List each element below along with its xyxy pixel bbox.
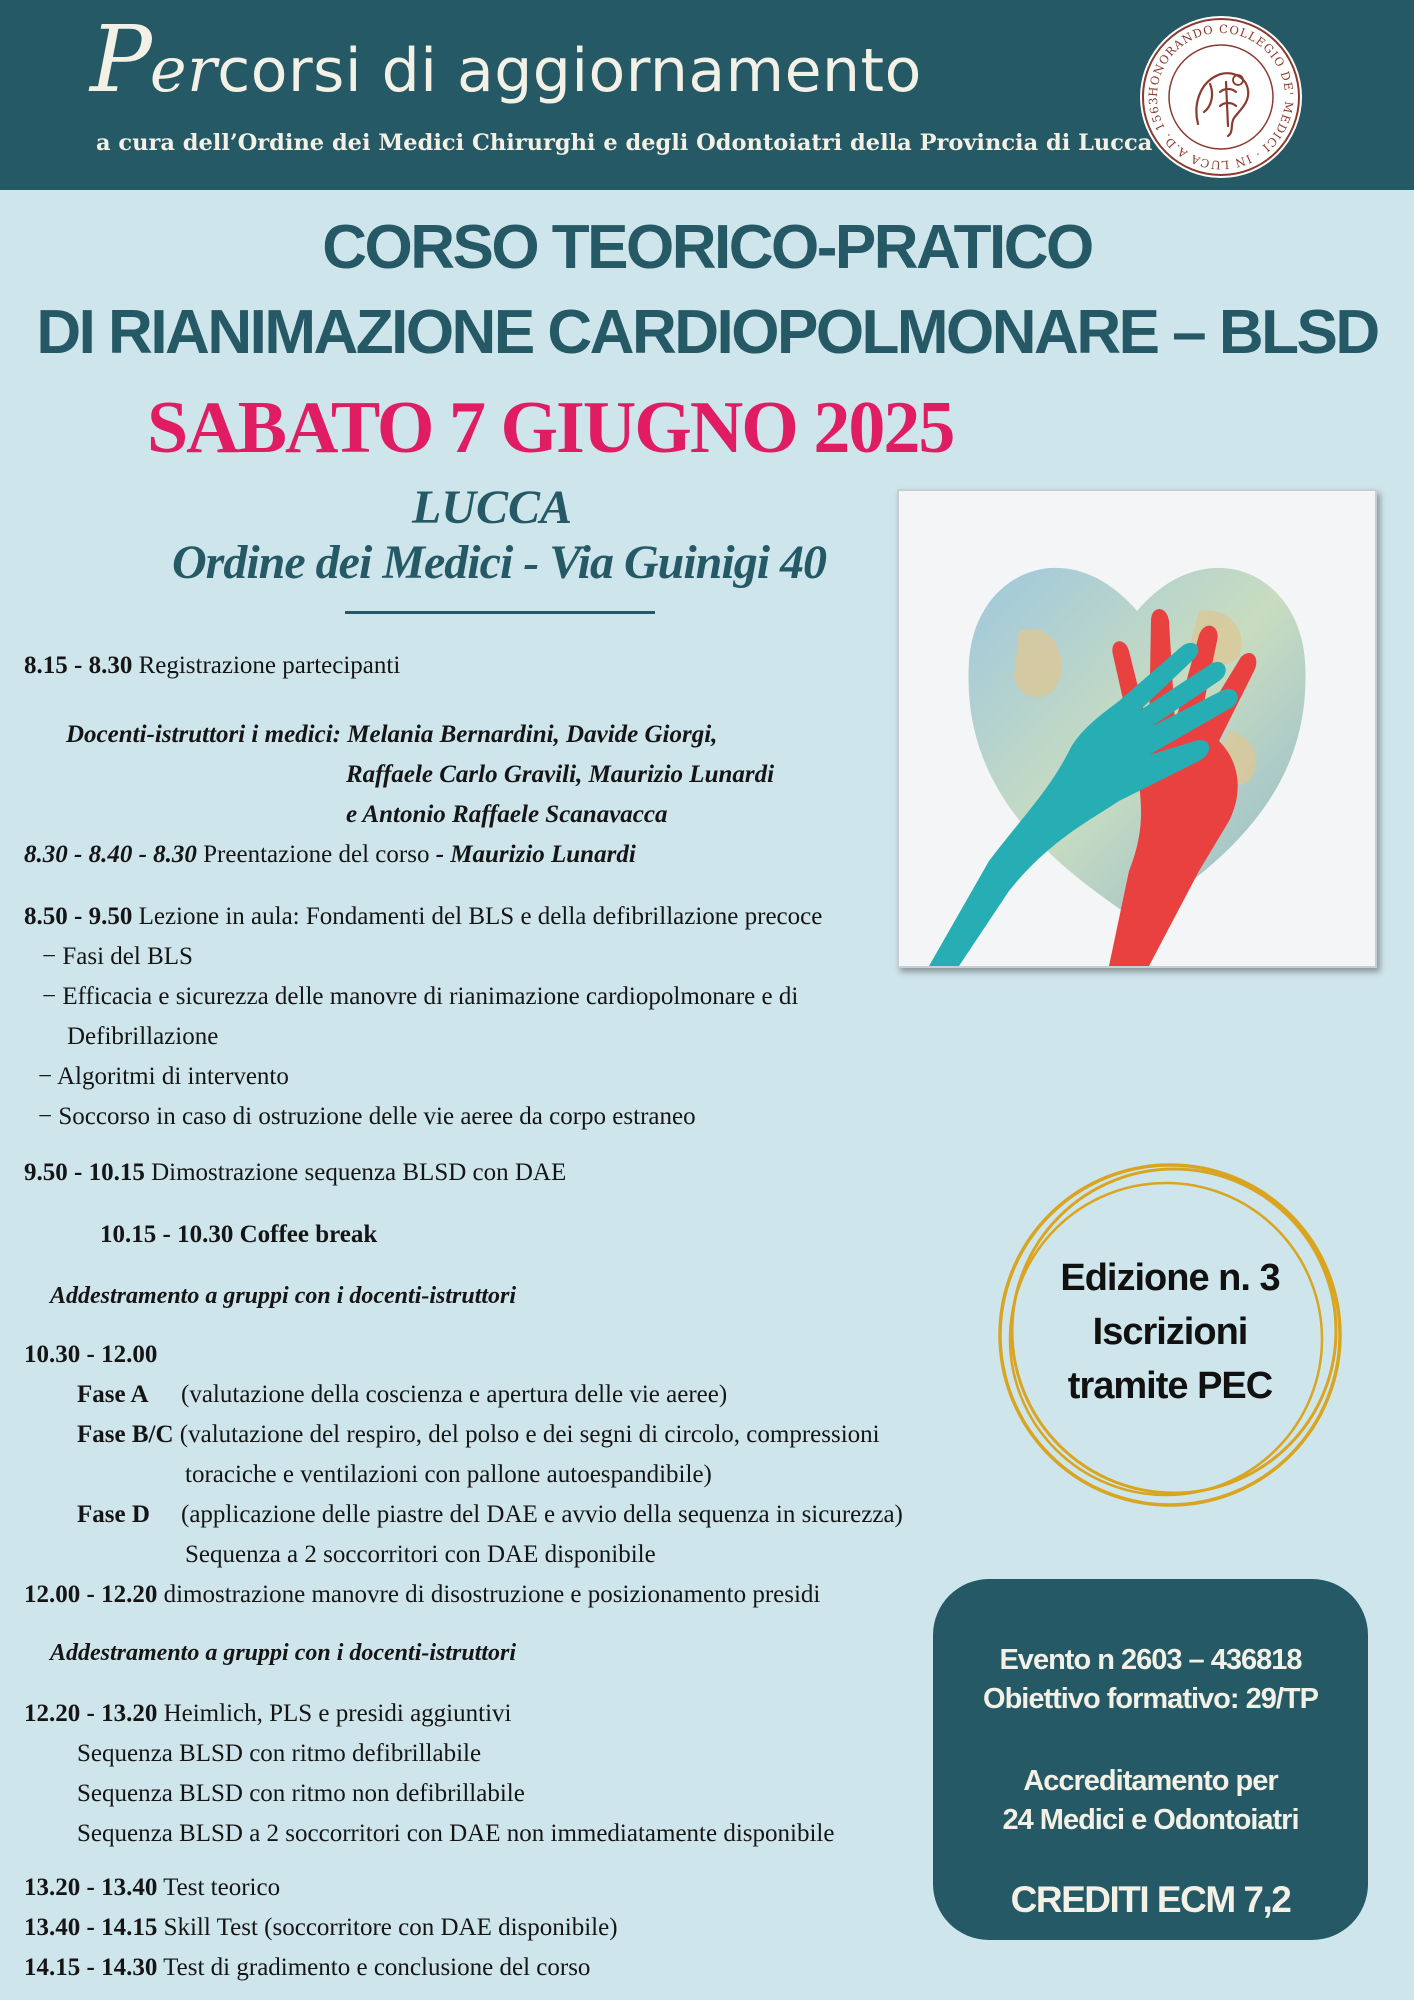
brand-title bbox=[90, 6, 922, 113]
presentation-speaker: - Maurizio Lunardi bbox=[435, 841, 636, 868]
phase-bc-text: (valutazione del respiro, del polso e dei segni di circolo, compressioni bbox=[173, 1421, 880, 1448]
time-heimlich: 12.20 - 13.20 bbox=[24, 1700, 158, 1727]
time-gradimento: 14.15 - 14.30 bbox=[24, 1954, 158, 1981]
schedule-demo bbox=[24, 1159, 566, 1187]
time-presentation: 8.30 - 8.40 - 8.30 bbox=[24, 841, 197, 868]
header-subtitle: a cura dell’Ordine dei Medici Chirurghi e degli Odontoiatri della Provincia di Lucca bbox=[96, 130, 1153, 156]
brand-rest: corsi di aggiornamento bbox=[217, 36, 922, 106]
phase-bc-label: Fase B/C bbox=[77, 1421, 174, 1448]
header-banner bbox=[0, 0, 1414, 190]
heimlich-item: Sequenza BLSD a 2 soccorritori con DAE non immediatamente disponibile bbox=[77, 1820, 835, 1847]
event-venue: Ordine dei Medici - Via Guinigi 40 bbox=[172, 536, 827, 589]
schedule-test bbox=[24, 1874, 280, 1902]
instructors-names-3: e Antonio Raffaele Scanavacca bbox=[346, 801, 668, 828]
badge-text bbox=[990, 1251, 1350, 1413]
phase-a-label: Fase A bbox=[77, 1381, 149, 1408]
schedule-skill bbox=[24, 1914, 618, 1942]
schedule-disostruzione bbox=[24, 1581, 820, 1609]
heimlich-item: Sequenza BLSD con ritmo defibrillabile bbox=[77, 1740, 482, 1767]
lesson-item: − Algoritmi di intervento bbox=[38, 1063, 289, 1090]
text-skill: Skill Test (soccorritore con DAE disponibile) bbox=[157, 1914, 618, 1941]
cpr-hands-heart-image bbox=[897, 489, 1377, 968]
brand-initial: P bbox=[90, 6, 150, 113]
ecm-credits: CREDITI ECM 7,2 bbox=[1010, 1879, 1291, 1920]
accreditation-line1: Accreditamento per bbox=[1023, 1765, 1278, 1797]
phase-d-label: Fase D bbox=[77, 1501, 150, 1528]
edition-badge bbox=[990, 1155, 1350, 1515]
text-lesson: Lezione in aula: Fondamenti del BLS e della defibrillazione precoce bbox=[132, 903, 823, 930]
training-objective: Obiettivo formativo: 29/TP bbox=[983, 1683, 1318, 1715]
time-test: 13.20 - 13.40 bbox=[24, 1874, 158, 1901]
schedule-registration bbox=[24, 652, 400, 680]
event-city: LUCCA bbox=[412, 481, 573, 534]
brand-er: er bbox=[149, 33, 218, 106]
venue-divider bbox=[345, 611, 655, 614]
text-disostruzione: dimostrazione manovre di disostruzione e posizionamento presidi bbox=[157, 1581, 821, 1608]
schedule-heimlich bbox=[24, 1700, 511, 1728]
college-seal-logo bbox=[1138, 14, 1304, 180]
badge-edition: Edizione n. 3 bbox=[1060, 1257, 1280, 1299]
lesson-item: − Fasi del BLS bbox=[42, 943, 193, 970]
phase-d-text-2: Sequenza a 2 soccorritori con DAE disponibile bbox=[185, 1541, 656, 1568]
time-registration: 8.15 - 8.30 bbox=[24, 652, 133, 679]
text-presentation: Preentazione del corso bbox=[196, 841, 436, 868]
lesson-item: − Soccorso in caso di ostruzione delle vie aeree da corpo estraneo bbox=[38, 1103, 696, 1130]
accreditation-line2: 24 Medici e Odontoiatri bbox=[1002, 1804, 1299, 1836]
schedule-presentation bbox=[24, 841, 636, 869]
phase-a-text: (valutazione della coscienza e apertura delle vie aeree) bbox=[181, 1381, 728, 1408]
badge-pec: tramite PEC bbox=[1067, 1365, 1273, 1407]
schedule-gradimento bbox=[24, 1954, 590, 1982]
badge-enrollment: Iscrizioni bbox=[1092, 1311, 1248, 1353]
heimlich-item: Sequenza BLSD con ritmo non defibrillabile bbox=[77, 1780, 525, 1807]
text-gradimento: Test di gradimento e conclusione del corso bbox=[157, 1954, 591, 1981]
lesson-item: Defibrillazione bbox=[67, 1023, 219, 1050]
text-test: Test teorico bbox=[157, 1874, 281, 1901]
event-date: SABATO 7 GIUGNO 2025 bbox=[147, 387, 954, 469]
text-registration: Registrazione partecipanti bbox=[132, 652, 401, 679]
time-lesson: 8.50 - 9.50 bbox=[24, 903, 133, 930]
instructors-names-1: Melania Bernardini, Davide Giorgi, bbox=[347, 721, 718, 748]
event-number: Evento n 2603 – 436818 bbox=[999, 1644, 1302, 1676]
time-demo: 9.50 - 10.15 bbox=[24, 1159, 145, 1186]
time-phases: 10.30 - 12.00 bbox=[24, 1341, 158, 1368]
coffee-break: 10.15 - 10.30 Coffee break bbox=[100, 1221, 378, 1248]
course-title-line2: DI RIANIMAZIONE CARDIOPOLMONARE – BLSD bbox=[36, 298, 1378, 367]
time-skill: 13.40 - 14.15 bbox=[24, 1914, 158, 1941]
text-heimlich: Heimlich, PLS e presidi aggiuntivi bbox=[157, 1700, 512, 1727]
phase-bc bbox=[77, 1421, 880, 1449]
lesson-item: − Efficacia e sicurezza delle manovre di rianimazione cardiopolmonare e di bbox=[42, 983, 799, 1010]
phase-bc-text-2: toraciche e ventilazioni con pallone autoespandibile) bbox=[185, 1461, 712, 1488]
schedule-lesson bbox=[24, 903, 822, 931]
text-demo: Dimostrazione sequenza BLSD con DAE bbox=[144, 1159, 567, 1186]
group-training-label: Addestramento a gruppi con i docenti-istruttori bbox=[50, 1283, 517, 1309]
instructors-line1 bbox=[66, 721, 717, 749]
course-title-line1: CORSO TEORICO-PRATICO bbox=[322, 213, 1092, 282]
time-disostruzione: 12.00 - 12.20 bbox=[24, 1581, 158, 1608]
seal-text: HONORANDO COLLEGIO DE' MEDICI · IN LUCA A.D. 1563 bbox=[1145, 21, 1297, 173]
instructors-names-2: Raffaele Carlo Gravili, Maurizio Lunardi bbox=[346, 761, 775, 788]
instructors-label: Docenti-istruttori i medici: bbox=[66, 721, 348, 748]
group-training-label-2: Addestramento a gruppi con i docenti-istruttori bbox=[50, 1640, 517, 1666]
phase-d-text: (applicazione delle piastre del DAE e avvio della sequenza in sicurezza) bbox=[181, 1501, 903, 1528]
accreditation-box bbox=[933, 1579, 1368, 1940]
